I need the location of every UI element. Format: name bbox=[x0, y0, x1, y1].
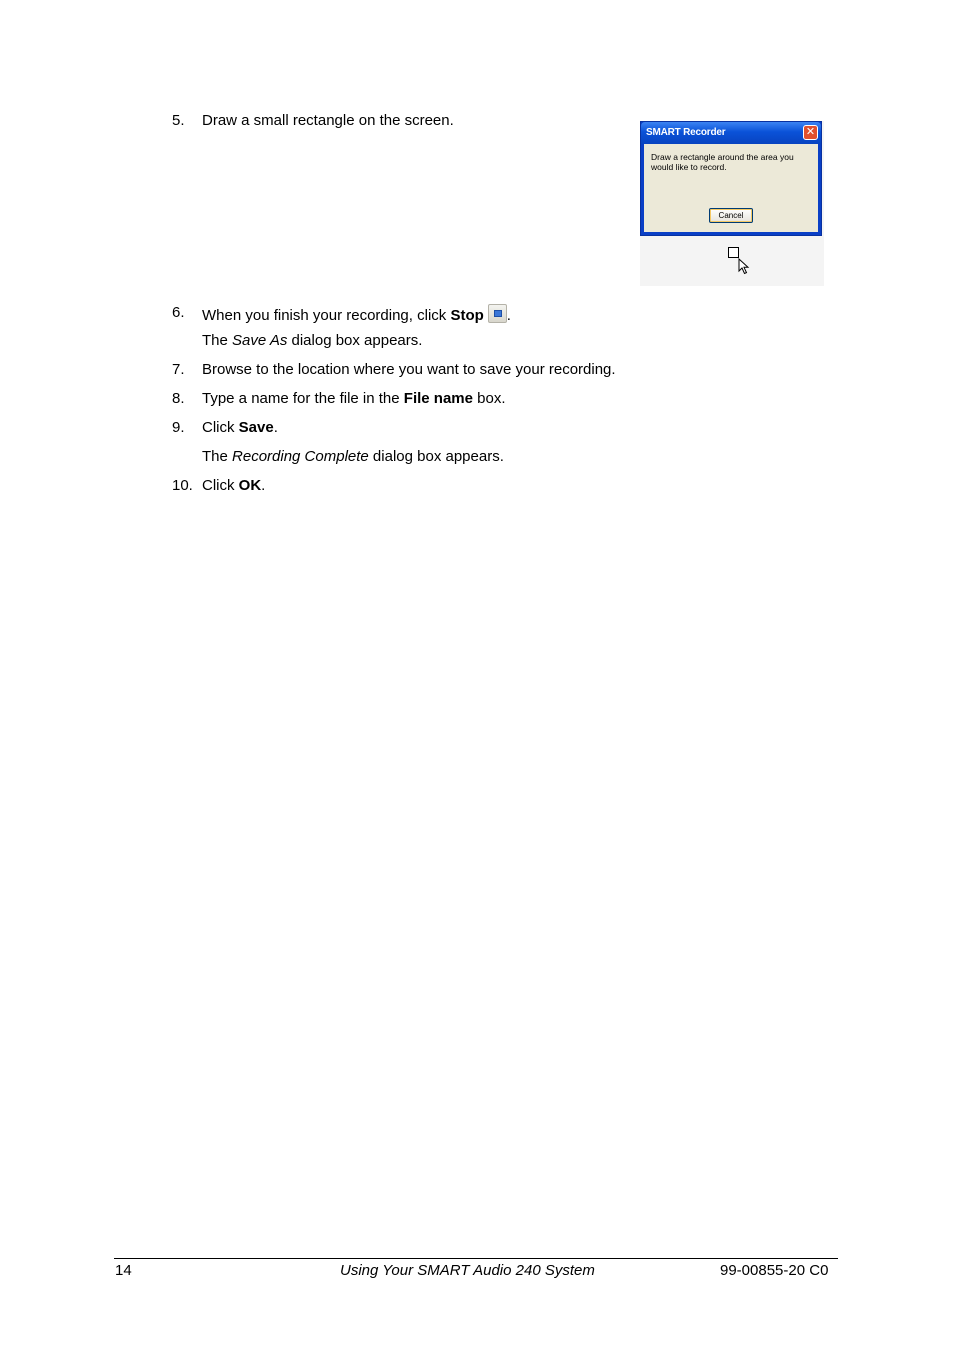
note-pre: The bbox=[202, 332, 233, 349]
step-text bbox=[202, 477, 265, 494]
note-save-as bbox=[202, 332, 422, 349]
mouse-pointer-icon bbox=[738, 258, 750, 275]
step-text bbox=[202, 304, 511, 324]
page-number: 14 bbox=[115, 1262, 132, 1279]
dialog-title: SMART Recorder bbox=[646, 127, 726, 138]
step-text-post: . bbox=[506, 307, 511, 324]
step-number: 9. bbox=[172, 419, 185, 436]
note-dialog-name: Save As bbox=[232, 332, 288, 349]
cancel-button[interactable]: Cancel bbox=[709, 208, 753, 223]
step-text-pre: Type a name for the file in the bbox=[202, 390, 404, 407]
file-name-label: File name bbox=[403, 390, 473, 407]
note-pre: The bbox=[202, 448, 233, 465]
stop-label: Stop bbox=[450, 307, 484, 324]
step-number: 5. bbox=[172, 112, 185, 129]
step-text bbox=[202, 390, 506, 407]
save-label: Save bbox=[238, 419, 274, 436]
stop-icon bbox=[488, 304, 507, 323]
footer-doc-number: 99-00855-20 C0 bbox=[720, 1262, 829, 1279]
step-text-post: . bbox=[273, 419, 278, 436]
step-text-pre: Click bbox=[202, 419, 239, 436]
footer-rule bbox=[114, 1258, 838, 1259]
close-icon[interactable]: ✕ bbox=[803, 125, 818, 140]
drawn-rectangle bbox=[728, 247, 739, 258]
dialog-body bbox=[644, 144, 818, 232]
dialog-message: Draw a rectangle around the area you would like to record. bbox=[651, 152, 794, 172]
step-text-pre: When you finish your recording, click bbox=[202, 307, 451, 324]
step-number: 6. bbox=[172, 304, 185, 321]
step-text: Draw a small rectangle on the screen. bbox=[202, 112, 454, 129]
step-number: 8. bbox=[172, 390, 185, 407]
step-text: Browse to the location where you want to save your recording. bbox=[202, 361, 616, 378]
step-number: 7. bbox=[172, 361, 185, 378]
step-text-pre: Click bbox=[202, 477, 239, 494]
note-post: dialog box appears. bbox=[287, 332, 423, 349]
step-number: 10. bbox=[172, 477, 193, 494]
step-text-post: . bbox=[261, 477, 266, 494]
footer-doc-title: Using Your SMART Audio 240 System bbox=[340, 1262, 595, 1279]
recorder-screenshot bbox=[640, 121, 824, 286]
step-text bbox=[202, 419, 278, 436]
smart-recorder-dialog bbox=[640, 121, 822, 236]
note-recording-complete bbox=[202, 448, 504, 465]
dialog-titlebar bbox=[641, 122, 821, 144]
ok-label: OK bbox=[238, 477, 262, 494]
note-dialog-name: Recording Complete bbox=[232, 448, 369, 465]
note-post: dialog box appears. bbox=[368, 448, 504, 465]
step-text-post: box. bbox=[473, 390, 506, 407]
